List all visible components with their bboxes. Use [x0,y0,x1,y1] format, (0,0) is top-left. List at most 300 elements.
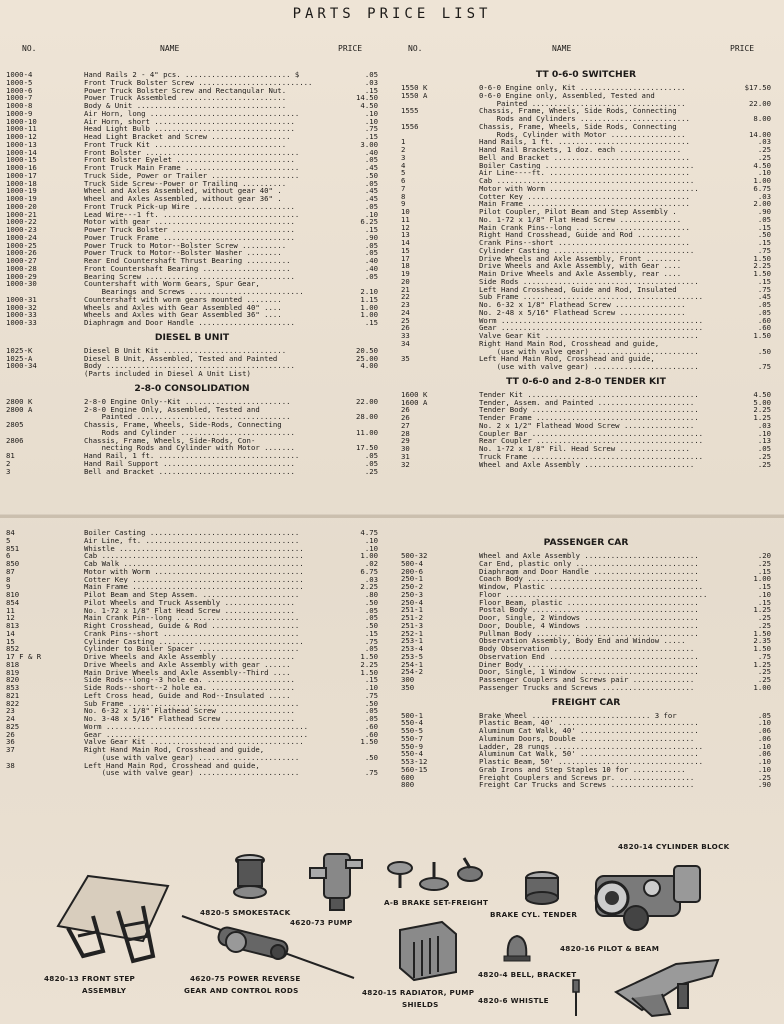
pilot-beam-illustration [612,954,722,1022]
part-number: 852 [6,645,20,653]
part-name: Main Crank Pins--long .......................... [479,223,690,232]
part-name: Air Horn, long .................................. [84,109,300,118]
part-name: Observation Assembly, Body End and Window ..... [479,637,686,645]
part-number: 29 [401,437,410,445]
price-list-row [6,614,378,622]
part-price: 1.00 [360,310,378,320]
part-number: 1000-25 [6,241,37,250]
part-number: 22 [401,293,410,301]
part-number: 500-1 [401,711,423,720]
header-no-right: NO. [408,44,423,53]
part-name: Pilot Beam and Step Assem. ...................... [84,591,300,599]
part-number: 12 [401,223,410,232]
part-number: 1000-9 [6,109,33,118]
part-number: 2 [401,146,406,154]
part-name: Truck Side, Power or Trailer .................... [84,171,300,180]
price-list-row [401,138,771,146]
part-name: Side Rods--short--2 hole ea. ................... [84,684,295,692]
part-name: Aluminum Cat Walk, 40' ........................... [479,727,699,735]
price-list-row [401,766,771,774]
part-name: Left Hand Main Rod, Crosshead and guide, [479,355,655,363]
part-number: 251-3 [401,621,423,630]
part-name: Right Hand Main Rod, Crosshead and guide, [479,339,660,348]
price-list-row [401,162,771,170]
part-name: Rods and Cylinders ......................... [479,115,690,123]
pump-illustration [306,848,366,912]
price-list-row [401,293,771,301]
part-name: Bell and Bracket ............................... [479,153,690,162]
part-price: .05 [364,248,378,258]
price-list-row [6,413,378,421]
part-name: Grab Irons and Step Staples 10 for ............ [479,765,686,774]
part-number: 25 [401,316,410,325]
price-list-row [6,684,378,692]
part-price: 20.50 [356,345,378,355]
part-number: 1000-29 [6,272,37,281]
price-list-row [401,391,771,399]
part-number: 18 [401,262,410,270]
part-number: 14 [6,629,15,638]
part-name: Cylinder Casting ................................. [84,637,304,646]
part-price: .25 [757,459,771,469]
part-number: 81 [6,452,15,460]
part-name: Tender Kit ....................................... [479,390,699,399]
part-number: 350 [401,683,415,692]
part-price: 1.00 [360,551,378,561]
part-price: 1.50 [360,737,378,747]
part-number: 1000-15 [6,156,37,164]
section-heading: DIESEL B UNIT [154,331,230,343]
part-number: 1000-24 [6,233,37,242]
part-price: .60 [757,315,771,325]
part-number: 11 [401,215,410,224]
price-list-row [6,347,378,355]
part-price: .10 [757,764,771,774]
part-price: .75 [364,124,378,134]
part-number [6,754,84,762]
part-number: 26 [6,730,15,739]
price-list-row [401,453,771,461]
part-name: Cab ............................................. [479,177,695,185]
part-name: Freight Car Trucks and Screws ................... [479,781,695,789]
part-price: .90 [364,232,378,242]
radiator-illustration [390,916,466,986]
part-price: 2.25 [360,582,378,592]
part-number: 819 [6,668,20,677]
part-number [401,348,479,356]
price-list-row [6,537,378,545]
part-name: Gear .............................................. [479,324,704,332]
part-price: .10 [364,108,378,118]
radiator-label-2: SHIELDS [402,1000,439,1009]
part-price: 5.00 [753,397,771,407]
part-price [338,370,378,378]
part-price: .15 [364,132,378,141]
part-name: Head Light Bulb ................................ [84,125,295,133]
part-price: .03 [757,191,771,201]
price-list-row [401,575,771,583]
part-price: 2.25 [360,659,378,669]
price-list-row [6,669,378,677]
whistle-illustration [570,978,582,1018]
part-name: Ladder, 28 rungs .................................. [479,742,704,751]
part-number: 1000-5 [6,78,33,87]
part-price: .50 [364,621,378,630]
part-price: .10 [757,589,771,599]
price-list-row [401,552,771,560]
price-list-row [401,169,771,177]
part-name: Power Truck Bolster ............................ [84,226,295,234]
part-name: Truck Frame ....................................... [479,452,704,461]
part-name: Front Truck Pick-up Wire ....................... [84,202,295,211]
price-list-row [6,87,378,95]
part-name: Wheel and Axle Assembly ......................... [479,460,695,469]
part-price: .25 [757,772,771,782]
part-number: 21 [401,285,410,294]
part-price: 2.25 [753,261,771,271]
part-price: .05 [364,458,378,468]
part-number: 24 [401,308,410,317]
part-number [401,100,479,108]
part-name: Body & Unit .................................. [84,102,287,110]
price-list-row [6,118,378,126]
part-number: 28 [401,429,410,438]
price-list-row [6,591,378,599]
part-price: 1.25 [753,605,771,615]
part-name: No. 1-72 x 1/8" Flat Head Screw ................ [84,606,295,615]
cylinder-block-label: 4820-14 CYLINDER BLOCK [618,842,730,851]
price-list-row [401,301,771,309]
part-price: .15 [757,597,771,607]
price-list-row [401,606,771,614]
part-number: 5 [6,536,11,545]
part-number [6,429,84,437]
part-name: No. 2-48 x 5/16" Flathead Screw ............... [479,308,686,317]
part-name: Cab Walk ......................................... [84,560,304,568]
part-name: Drive Wheels and Axle Assembly with gear ...... [84,660,291,669]
part-number: 3 [401,153,406,162]
part-price: .05 [364,178,378,188]
pump-label: 4620-73 PUMP [290,918,353,927]
part-name: No. 6-32 x 1/8" Flathead Screw ................ [479,301,686,309]
price-list-row [401,727,771,735]
price-list-row [401,591,771,599]
price-list-row [6,552,378,560]
price-list-row [401,719,771,727]
part-number: 33 [401,332,410,340]
part-name: Front Truck Main Frame .......................... [84,164,300,172]
part-price: 28.00 [356,412,378,422]
part-price: 1.50 [753,628,771,638]
part-name: Main Drive Wheels and Axle Assembly, rear .... [479,270,682,278]
part-price: .15 [364,85,378,95]
section-heading: TT 0-6-0 SWITCHER [535,69,637,80]
part-number: 254-1 [401,660,423,669]
part-number: 1000-23 [6,226,37,234]
part-price: .25 [757,620,771,630]
part-number: 600 [401,773,415,782]
price-list-row [6,370,378,378]
part-number: 5 [401,169,406,177]
part-number: 1600 K [401,390,428,399]
part-number: 251-2 [401,614,423,622]
part-price: .25 [757,667,771,677]
part-name: Body Observation ................................ [479,645,695,653]
part-name: Diaphragm and Door Handle ........................ [479,567,699,576]
price-list-row [6,715,378,723]
part-name: Pilot Wheels and Truck Assembly ................ [84,598,295,607]
price-list-row [6,738,378,746]
part-name: (use with valve gear) ....................... [84,769,300,777]
header-price-left: PRICE [338,44,363,53]
price-list-row [401,774,771,782]
price-list-row [6,460,378,468]
cylinder-block-illustration [586,858,706,938]
brake-cylinder-illustration [518,868,566,908]
price-list-row [401,247,771,255]
part-number: 1000-33 [6,319,37,327]
price-list-row [6,707,378,715]
part-name: Aluminum Cat Walk, 50' ........................... [479,750,699,758]
part-number: 500-32 [401,552,428,560]
part-number: 254-2 [401,668,423,676]
price-list-row [401,115,771,123]
page-fold-line [0,514,784,518]
section-heading: PASSENGER CAR [543,537,629,548]
price-list-row [6,79,378,87]
price-list-row [6,437,378,445]
price-list-row [6,296,378,304]
price-list-row [6,638,378,646]
price-list-row [6,203,378,211]
part-name: Rear End Countershaft Thrust Bearing .......... [84,257,291,265]
part-price: .80 [364,590,378,599]
price-list-row [6,754,378,762]
part-name: Car End, plastic only ............................ [479,559,699,568]
part-price: .15 [757,238,771,247]
part-number: 7 [401,184,406,193]
part-name: Coupler Bar ....................................... [479,429,704,438]
price-list-row [401,560,771,568]
part-number: 1550 A [401,91,428,100]
part-name: Drive Wheels and Axle Assembly ................. [84,653,295,661]
part-name: Right Crosshead, Guide & Rod .................... [84,622,300,630]
part-price: .05 [364,271,378,281]
price-list-row [6,421,378,429]
price-list-row [401,231,771,239]
part-number: 3 [6,467,11,476]
header-name-right: NAME [552,44,572,53]
price-list-row [401,422,771,430]
part-name: Passenger Trucks and Screws ..................... [479,683,695,692]
price-list-row [401,630,771,638]
part-name: Side Rods--long--3 hole ea. .................... [84,676,295,684]
part-number: 1000-16 [6,164,37,172]
part-number [401,363,479,371]
part-number: 12 [6,614,15,622]
part-price: 14.00 [749,129,771,139]
part-name: Worm .............................................. [84,722,309,731]
price-list-row [6,319,378,327]
part-name: Coach Body ....................................... [479,575,699,583]
part-price: 4.75 [360,528,378,537]
smokestack-label: 4820-5 SMOKESTACK [200,908,291,917]
price-list-row [401,414,771,422]
part-name: (use with valve gear) ........................ [479,347,699,356]
part-name: Boiler Casting .................................. [84,529,300,537]
section-heading: TT 0-6-0 and 2-8-0 TENDER KIT [506,375,666,387]
part-number: 15 [401,246,410,255]
part-price: .25 [757,145,771,154]
part-number: 1556 [401,122,419,131]
part-number: 1000-32 [6,303,37,312]
price-list-row [6,630,378,638]
price-list-row [6,622,378,630]
part-name: No. 3-48 x 5/16" Flathead Screw ................ [84,715,295,723]
part-name: Main Drive Wheels and Axle Assembly--Third .... [84,668,291,677]
part-number: 2800 A [6,405,33,414]
part-number: 1000-18 [6,179,37,188]
part-name: Left Hand Crosshead, Guide and Rod, Insulated [479,285,677,294]
price-list-row [6,692,378,700]
part-price: 2.00 [753,199,771,209]
part-number: 13 [401,231,410,239]
part-name: Countershaft with worm gears mounted ........ [84,295,282,304]
header-no-left: NO. [22,44,37,53]
part-price: .60 [757,323,771,333]
price-list-row [6,265,378,273]
part-name: Painted ................................... [84,413,291,421]
part-name: Power Truck Bolster Screw and Rectangular Nut. [84,86,287,95]
part-price: .05 [757,214,771,224]
price-list-row [401,100,771,108]
part-name: Air Horn, short ................................ [84,117,295,126]
price-list-row [6,187,378,195]
part-name: Chassis, Frame, Wheels, Side-Rods, Con- [84,436,256,445]
price-list-row [6,304,378,312]
part-price: 1.00 [753,176,771,185]
part-number: 200-6 [401,567,423,576]
part-name: 0-6-0 Engine only, Assembled, Tested and [479,91,655,100]
front-step-label-2: ASSEMBLY [82,986,127,995]
part-price: 6.75 [360,566,378,576]
part-name: Hand Rail, 1 ft. ................................ [84,452,300,460]
price-list-row [401,92,771,100]
part-number: 2800 K [6,397,33,406]
price-list-row [401,461,771,469]
part-price: .25 [757,675,771,684]
part-number: 30 [401,445,410,453]
part-name: Hand Rails 2 - 4" pcs. ........................ $ [84,71,300,79]
part-price: .75 [757,245,771,255]
part-price: .50 [757,346,771,356]
part-name: Plastic Beam, 50' ................................. [479,758,704,766]
part-number: 19 [401,270,410,278]
part-name: Power Truck Assembled ........................ [84,94,287,102]
part-name: Cab .............................................. [84,552,304,560]
part-number: 26 [401,406,410,414]
brake-set-illustration [384,852,494,896]
price-list-row [401,270,771,278]
price-list-row [6,607,378,615]
part-price: .75 [364,690,378,700]
price-list-row [401,185,771,193]
price-list-row [6,211,378,219]
part-name: 2-8-0 Engine Only--Kit ........................ [84,397,291,406]
part-number: 813 [6,622,20,630]
part-number: 1000-21 [6,210,37,219]
part-name: Right Hand Crosshead, Guide and Rod .......... [479,231,682,239]
part-number: 2805 [6,421,24,429]
price-list-row [401,735,771,743]
part-number: 1600 A [401,398,428,407]
price-list-row [6,599,378,607]
price-list-row [401,355,771,363]
part-number: 35 [401,355,410,363]
part-price: .15 [757,566,771,576]
price-list-row [401,684,771,692]
price-list-row [6,468,378,476]
part-name: Air Line, ft. ................................... [84,536,300,545]
price-list-row [6,133,378,141]
part-price: .10 [364,116,378,126]
price-list-row [6,723,378,731]
part-number: 850 [6,560,20,568]
part-price: .15 [364,675,378,685]
right-bottom-column [401,532,771,789]
price-list-row [401,239,771,247]
price-list-row [6,242,378,250]
smokestack-illustration [230,852,270,902]
price-list-row [6,180,378,188]
price-list-row [6,355,378,363]
part-price: .15 [757,582,771,591]
part-price: .05 [364,644,378,654]
part-number: 1000-17 [6,171,37,180]
part-price: .15 [757,222,771,232]
part-number: 818 [6,660,20,669]
pilot-beam-label: 4820-16 PILOT & BEAM [560,944,660,953]
part-name: Bearing Screw .................................. [84,272,295,281]
part-price: 1.50 [360,667,378,677]
part-name: Chassis, Frame, Wheels, Side-Rods, Connecting [84,421,282,429]
price-list-row [401,216,771,224]
part-number: 1000-26 [6,249,37,257]
part-price: 4.50 [753,389,771,399]
section-heading: 2-8-0 CONSOLIDATION [134,382,250,394]
part-price: .05 [364,451,378,460]
part-name: Door, Single, 1 Window ........................... [479,668,699,676]
part-name: Pilot Coupler, Pilot Beam and Step Assembly . [479,208,677,216]
part-price: .03 [364,574,378,584]
price-list-row [401,676,771,684]
part-price: 2.10 [360,287,378,296]
part-name: Tender, Assem. and Painted ...................... [479,398,695,407]
part-name: Power Truck Frame .............................. [84,233,295,242]
part-number: 34 [401,339,410,348]
part-number: 1000-12 [6,133,37,141]
part-name: Pullman Body ..................................... [479,629,699,638]
price-list-row [401,262,771,270]
part-number: 1000-33 [6,311,37,319]
part-number: 31 [401,452,410,461]
part-price: 1.00 [753,574,771,584]
part-price: .45 [364,194,378,203]
price-list-row [401,200,771,208]
part-name: Tender Body ...................................... [479,406,699,414]
price-list-row [6,661,378,669]
part-price: .50 [364,698,378,708]
